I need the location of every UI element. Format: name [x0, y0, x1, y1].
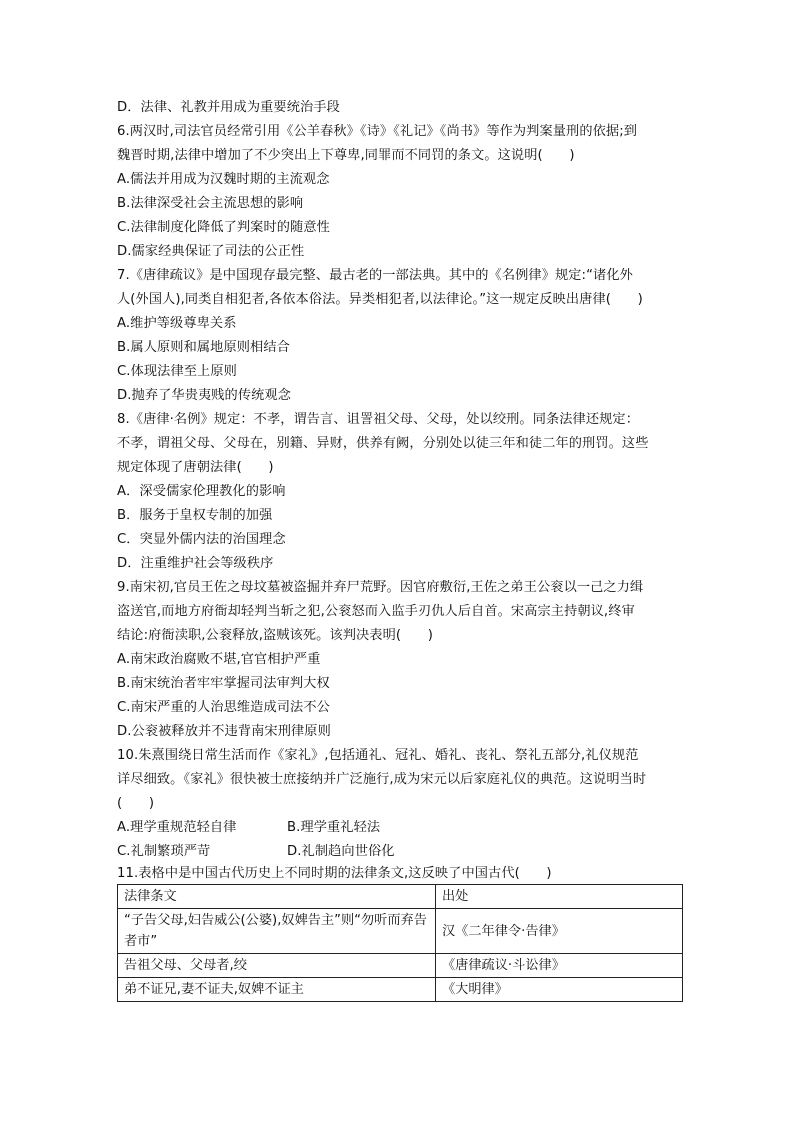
q7-stem-line-1: 7.《唐律疏议》是中国现存最完整、最古老的一部法典。其中的《名例律》规定:“诸化外	[117, 268, 633, 283]
table-cell: 《大明律》	[436, 978, 683, 1002]
table-cell: 告祖父母、父母者,绞	[118, 954, 436, 978]
table-header-cell: 法律条文	[118, 885, 436, 909]
q10-option-c: C.礼制繁琐严苛	[117, 844, 211, 859]
q10-stem-line-2: 详尽细致。《家礼》很快被士庶接纳并广泛施行,成为宋元以后家庭礼仪的典范。这说明当时	[117, 772, 647, 787]
q10-options-row-1	[117, 816, 683, 840]
q10-option-d: D.礼制趋向世俗化	[287, 844, 395, 859]
q6-option-b: B.法律深受社会主流思想的影响	[117, 196, 304, 211]
table-row	[118, 909, 683, 954]
q8-option-c: C．突显外儒内法的治国理念	[117, 532, 286, 547]
q6-option-c: C.法律制度化降低了判案时的随意性	[117, 220, 330, 235]
q9-option-d: D.公衮被释放并不违背南宋刑律原则	[117, 724, 331, 739]
question-9	[117, 576, 683, 744]
exam-page	[117, 96, 683, 1002]
table-row	[118, 978, 683, 1002]
question-8	[117, 408, 683, 576]
q8-stem-line-1: 8.《唐律·名例》规定：不孝，谓告言、诅詈祖父母、父母，处以绞刑。同条法律还规定：	[117, 412, 639, 427]
question-10	[117, 744, 683, 864]
table-row	[118, 954, 683, 978]
q6-stem-line-2: 魏晋时期,法律中增加了不少突出上下尊卑,同罪而不同罚的条文。这说明( )	[117, 148, 575, 163]
table-cell: 汉《二年律令·告律》	[436, 909, 683, 954]
question-11	[117, 864, 683, 1002]
q8-stem-line-3: 规定体现了唐朝法律( )	[117, 460, 274, 475]
q9-stem-line-2: 盗送官,而地方府衙却轻判当斩之犯,公衮怒而入监手刃仇人后自首。宋高宗主持朝议,终审	[117, 604, 635, 619]
q8-stem-line-2: 不孝，谓祖父母、父母在，别籍、异财，供养有阙，分别处以徒三年和徒二年的刑罚。这些	[117, 436, 649, 451]
q10-option-a: A.理学重规范轻自律	[117, 820, 237, 835]
q7-stem-line-2: 人(外国人),同类自相犯者,各依本俗法。异类相犯者,以法律论。”这一规定反映出唐律( )	[117, 292, 643, 307]
q10-stem-line-3: ( )	[117, 796, 155, 811]
q6-option-d: D.儒家经典保证了司法的公正性	[117, 244, 305, 259]
q6-stem-line-1: 6.两汉时,司法官员经常引用《公羊春秋》《诗》《礼记》《尚书》等作为判案量刑的依据;到	[117, 124, 638, 139]
table-cell: 《唐律疏议·斗讼律》	[436, 954, 683, 978]
q7-option-c: C.体现法律至上原则	[117, 364, 237, 379]
q7-option-b: B.属人原则和属地原则相结合	[117, 340, 290, 355]
q9-stem-line-3: 结论:府衙渎职,公衮释放,盗贼该死。该判决表明( )	[117, 628, 433, 643]
q9-option-a: A.南宋政治腐败不堪,官官相护严重	[117, 652, 321, 667]
table-header-cell: 出处	[436, 885, 683, 909]
question-7	[117, 264, 683, 408]
table-header-row	[118, 885, 683, 909]
q7-option-a: A.维护等级尊卑关系	[117, 316, 237, 331]
law-table	[117, 884, 683, 1002]
q9-option-b: B.南宋统治者牢牢掌握司法审判大权	[117, 676, 330, 691]
q11-stem: 11.表格中是中国古代历史上不同时期的法律条文,这反映了中国古代( )	[117, 866, 552, 881]
q8-option-b: B．服务于皇权专制的加强	[117, 508, 273, 523]
q9-option-c: C.南宋严重的人治思维造成司法不公	[117, 700, 330, 715]
q10-option-b: B.理学重礼轻法	[287, 820, 381, 835]
q8-option-d: D．注重维护社会等级秩序	[117, 556, 274, 571]
table-cell: 弟不证兄,妻不证夫,奴婢不证主	[118, 978, 436, 1002]
q6-option-a: A.儒法并用成为汉魏时期的主流观念	[117, 172, 330, 187]
q7-option-d: D.抛弃了华贵夷贱的传统观念	[117, 388, 291, 403]
table-cell: “子告父母,妇告威公(公婆),奴婢告主”则“勿听而弃告者市”	[118, 909, 436, 954]
q10-stem-line-1: 10.朱熹围绕日常生活而作《家礼》,包括通礼、冠礼、婚礼、丧礼、祭礼五部分,礼仪规范	[117, 748, 639, 763]
q5-option-d: D．法律、礼教并用成为重要统治手段	[117, 100, 340, 115]
q10-options-row-2	[117, 840, 683, 864]
q8-option-a: A．深受儒家伦理教化的影响	[117, 484, 286, 499]
question-6	[117, 120, 683, 264]
q9-stem-line-1: 9.南宋初,官员王佐之母坟墓被盗掘并弃尸荒野。因官府敷衍,王佐之弟王公衮以一己之力缉	[117, 580, 644, 595]
